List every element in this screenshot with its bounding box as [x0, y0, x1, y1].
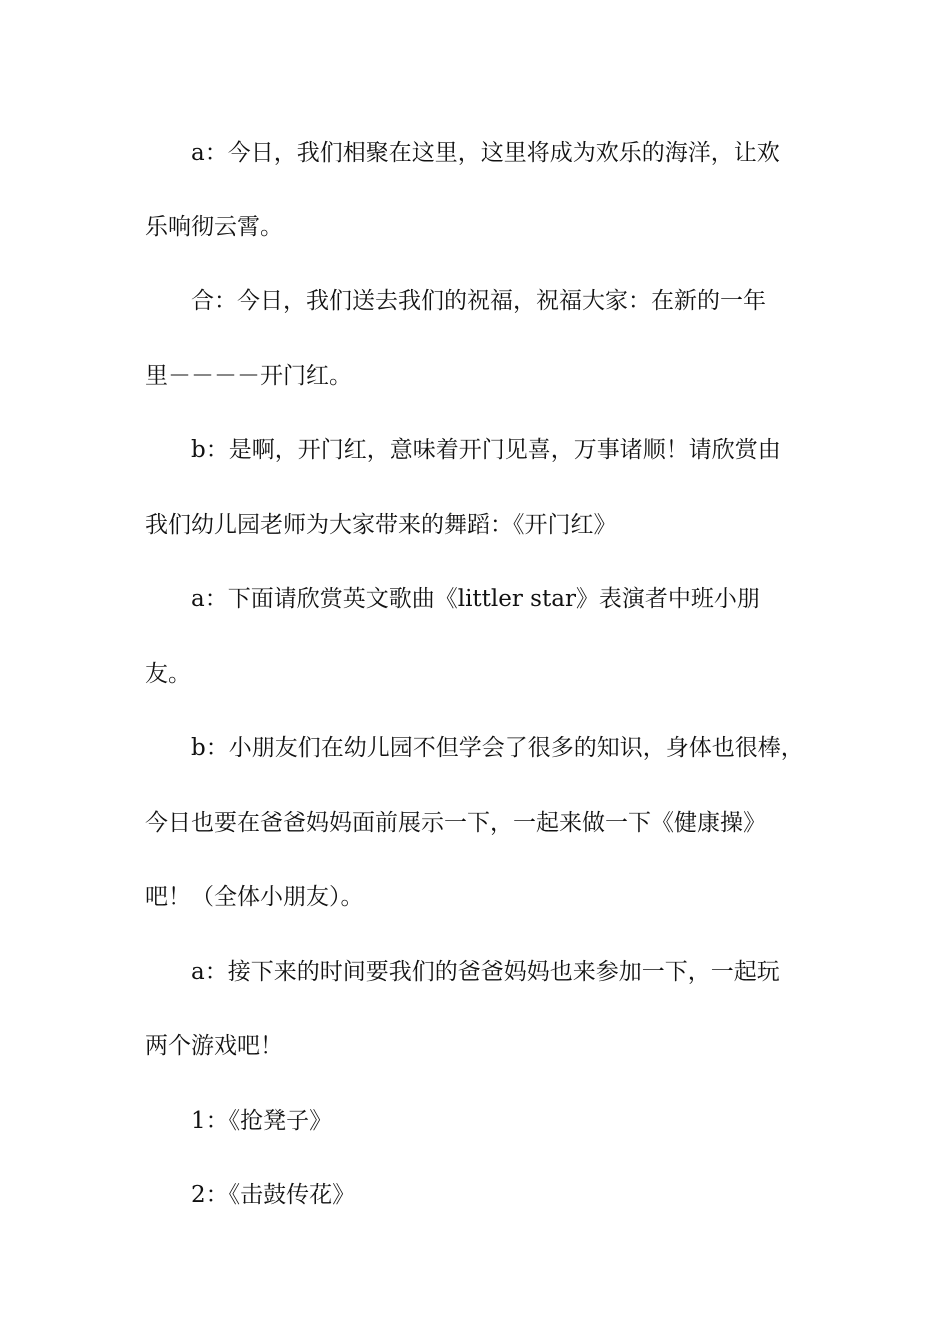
paragraph-line: a：今日，我们相聚在这里，这里将成为欢乐的海洋，让欢: [191, 140, 780, 166]
paragraph-line: 友。: [145, 661, 191, 687]
paragraph-line: 我们幼儿园老师为大家带来的舞蹈：《开门红》: [145, 512, 617, 538]
list-item: 2：《击鼓传花》: [191, 1182, 356, 1208]
paragraph-line: a：下面请欣赏英文歌曲《littler star》表演者中班小朋: [191, 586, 760, 612]
list-item: 1：《抢凳子》: [191, 1108, 333, 1134]
paragraph-line: 合：今日，我们送去我们的祝福，祝福大家：在新的一年: [191, 288, 766, 314]
paragraph-line: 里－－－－开门红。: [145, 363, 352, 389]
paragraph-line: 乐响彻云霄。: [145, 214, 283, 240]
paragraph-line: 两个游戏吧！: [145, 1033, 283, 1059]
paragraph-line: 吧！（全体小朋友）。: [145, 884, 364, 910]
paragraph-line: b：小朋友们在幼儿园不但学会了很多的知识，身体也很棒，: [191, 735, 804, 761]
paragraph-line: a：接下来的时间要我们的爸爸妈妈也来参加一下，一起玩: [191, 959, 780, 985]
paragraph-line: b：是啊，开门红，意味着开门见喜，万事诸顺！请欣赏由: [191, 437, 781, 463]
paragraph-line: 今日也要在爸爸妈妈面前展示一下，一起来做一下《健康操》: [145, 810, 766, 836]
